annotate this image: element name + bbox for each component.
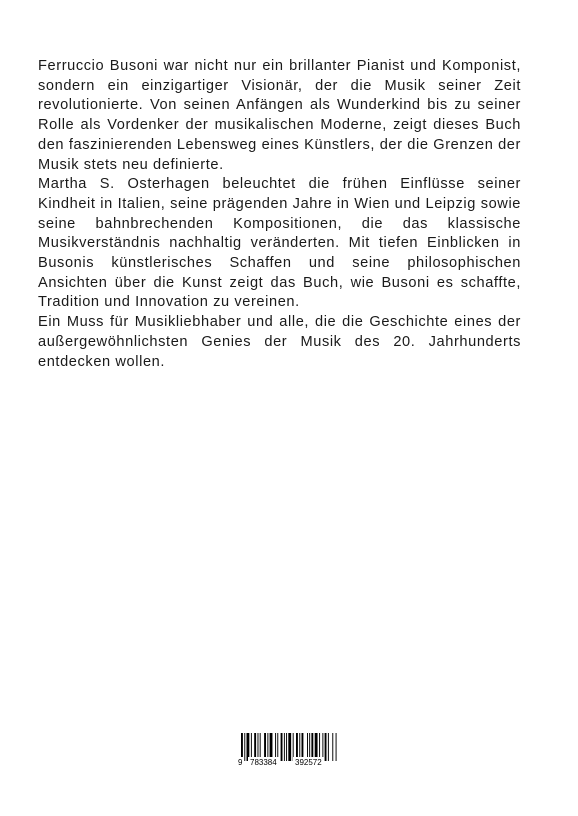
blurb-paragraph-intro: Ferruccio Busoni war nicht nur ein brillanter Pianist und Komponist, sondern ein einzigartiger Visionär, der die Musik seiner Zeit revolutionierte. Von seinen Anfängen als Wunderkind bis zu seiner Rolle als Vordenker der musikalischen Moderne, zeigt dieses Buch den faszinierenden Lebensweg eines Künstlers, der die Grenzen der Musik stets neu definierte.	[38, 58, 521, 173]
isbn-barcode	[236, 733, 340, 771]
barcode-prefix-digit: 9	[238, 758, 243, 767]
barcode-right-group: 392572	[295, 758, 322, 767]
back-cover-blurb	[38, 57, 521, 372]
barcode-left-group: 783384	[250, 758, 277, 767]
blurb-paragraph-author: Martha S. Osterhagen beleuchtet die frühen Einflüsse seiner Kindheit in Italien, seine prägenden Jahre in Wien und Leipzig sowie seine bahnbrechenden Kompositionen, die das klassische Musikverständnis nachhaltig veränderten. Mit tiefen Einblicken in Busonis künstlerisches Schaffen und seine philosophischen Ansichten über die Kunst zeigt das Buch, wie Busoni es schaffte, Tradition und Innovation zu vereinen.	[38, 176, 521, 311]
barcode-digits	[236, 757, 340, 769]
blurb-paragraph-closing: Ein Muss für Musikliebhaber und alle, die die Geschichte eines der außergewöhnlichsten Genies der Musik des 20. Jahrhunderts entdecken wollen.	[38, 314, 521, 370]
